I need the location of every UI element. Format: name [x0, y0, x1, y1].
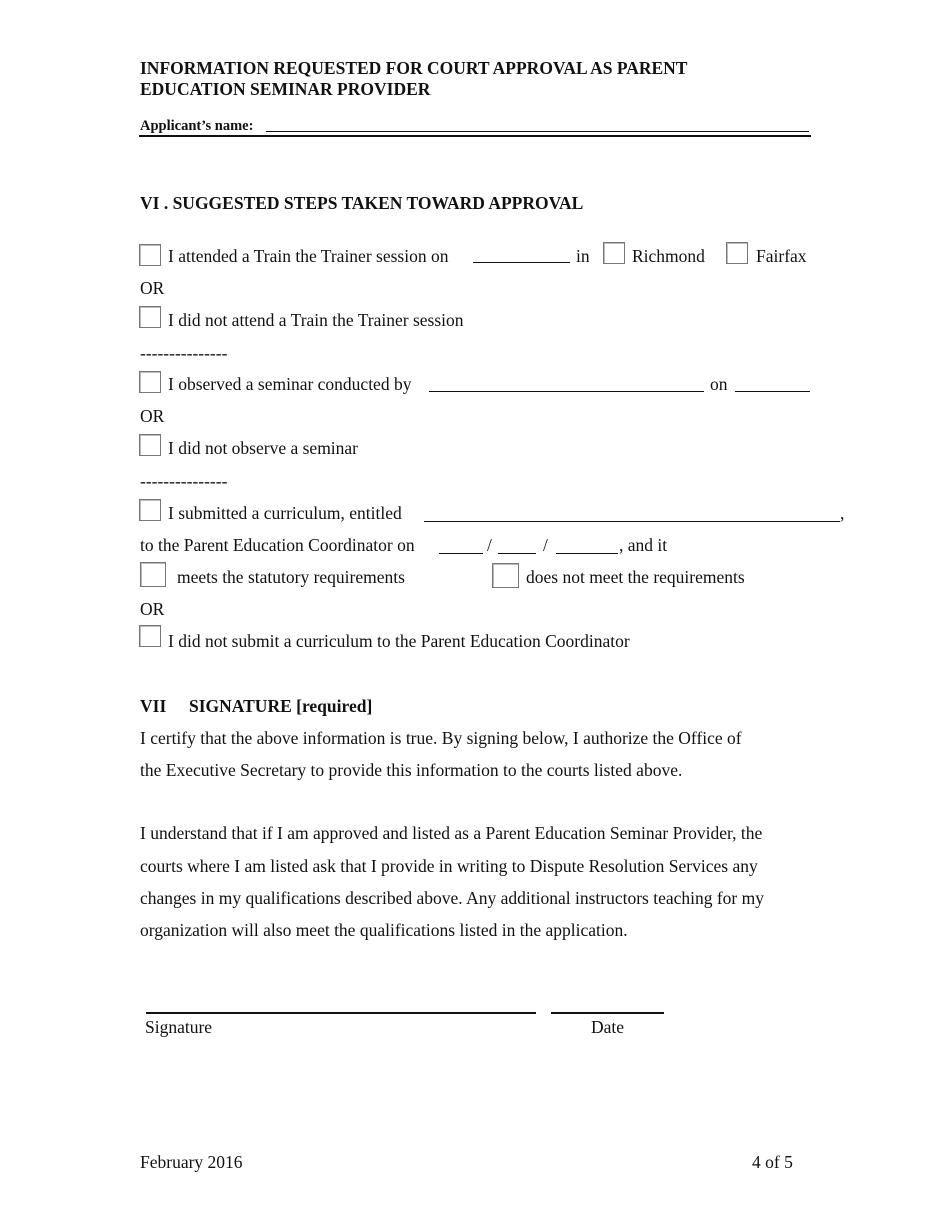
submit-day-field[interactable]	[498, 553, 536, 554]
submitted-text: I submitted a curriculum, entitled	[168, 503, 402, 523]
header-divider	[139, 135, 811, 137]
signature-label: Signature	[145, 1017, 213, 1037]
section-7-number: VII	[140, 696, 167, 716]
not-observed-text: I did not observe a seminar	[168, 438, 359, 458]
fairfax-label: Fairfax	[756, 246, 807, 266]
or-text-3: OR	[140, 599, 165, 619]
section-7-heading: SIGNATURE [required]	[189, 696, 373, 716]
train-attended-checkbox[interactable]	[139, 244, 161, 266]
richmond-checkbox[interactable]	[603, 242, 625, 264]
certify-line-1: I certify that the above information is true. By signing below, I authorize the Office of	[140, 728, 742, 748]
and-it-text: , and it	[619, 535, 668, 555]
or-text-1: OR	[140, 278, 165, 298]
not-observed-checkbox[interactable]	[139, 434, 161, 456]
separator-1: ---------------	[140, 343, 228, 363]
submit-year-field[interactable]	[556, 553, 618, 554]
curriculum-comma: ,	[840, 503, 845, 523]
coordinator-on-text: to the Parent Education Coordinator on	[140, 535, 415, 555]
understand-line-3: changes in my qualifications described above. Any additional instructors teaching for my	[140, 888, 765, 908]
train-not-attended-text: I did not attend a Train the Trainer session	[168, 310, 464, 330]
not-submitted-checkbox[interactable]	[139, 625, 161, 647]
train-attended-text: I attended a Train the Trainer session on	[168, 246, 449, 266]
observed-text: I observed a seminar conducted by	[168, 374, 412, 394]
page-number: 4 of 5	[752, 1152, 793, 1172]
date-slash-1: /	[487, 535, 492, 555]
on-word: on	[710, 374, 728, 394]
date-field[interactable]	[551, 1012, 664, 1014]
in-word: in	[576, 246, 590, 266]
date-slash-2: /	[543, 535, 548, 555]
signature-field[interactable]	[146, 1012, 536, 1014]
curriculum-title-field[interactable]	[424, 521, 840, 522]
understand-line-4: organization will also meet the qualifications listed in the application.	[140, 920, 628, 940]
not-submitted-text: I did not submit a curriculum to the Parent Education Coordinator	[168, 631, 630, 651]
understand-line-2: courts where I am listed ask that I provide in writing to Dispute Resolution Services any	[140, 856, 758, 876]
meets-requirements-text: meets the statutory requirements	[177, 567, 405, 587]
or-text-2: OR	[140, 406, 165, 426]
observed-date-field[interactable]	[735, 391, 810, 392]
meets-requirements-checkbox[interactable]	[140, 562, 166, 587]
separator-2: ---------------	[140, 471, 228, 491]
certify-line-2: the Executive Secretary to provide this information to the courts listed above.	[140, 760, 683, 780]
observed-checkbox[interactable]	[139, 371, 161, 393]
submit-month-field[interactable]	[439, 553, 483, 554]
section-6-heading: VI . SUGGESTED STEPS TAKEN TOWARD APPROVAL	[140, 193, 584, 213]
applicant-name-field[interactable]	[266, 131, 809, 132]
footer-date: February 2016	[140, 1152, 243, 1172]
observed-conductor-field[interactable]	[429, 391, 704, 392]
date-label: Date	[591, 1017, 625, 1037]
does-not-meet-text: does not meet the requirements	[526, 567, 745, 587]
train-date-field[interactable]	[473, 262, 570, 263]
form-title-line2: EDUCATION SEMINAR PROVIDER	[140, 79, 431, 99]
does-not-meet-checkbox[interactable]	[492, 563, 519, 588]
richmond-label: Richmond	[632, 246, 705, 266]
fairfax-checkbox[interactable]	[726, 242, 748, 264]
form-title-line1: INFORMATION REQUESTED FOR COURT APPROVAL AS PARENT	[140, 58, 688, 78]
train-not-attended-checkbox[interactable]	[139, 306, 161, 328]
submitted-checkbox[interactable]	[139, 499, 161, 521]
understand-line-1: I understand that if I am approved and listed as a Parent Education Seminar Provider, the	[140, 823, 763, 843]
applicant-name-label: Applicant’s name:	[140, 118, 254, 134]
